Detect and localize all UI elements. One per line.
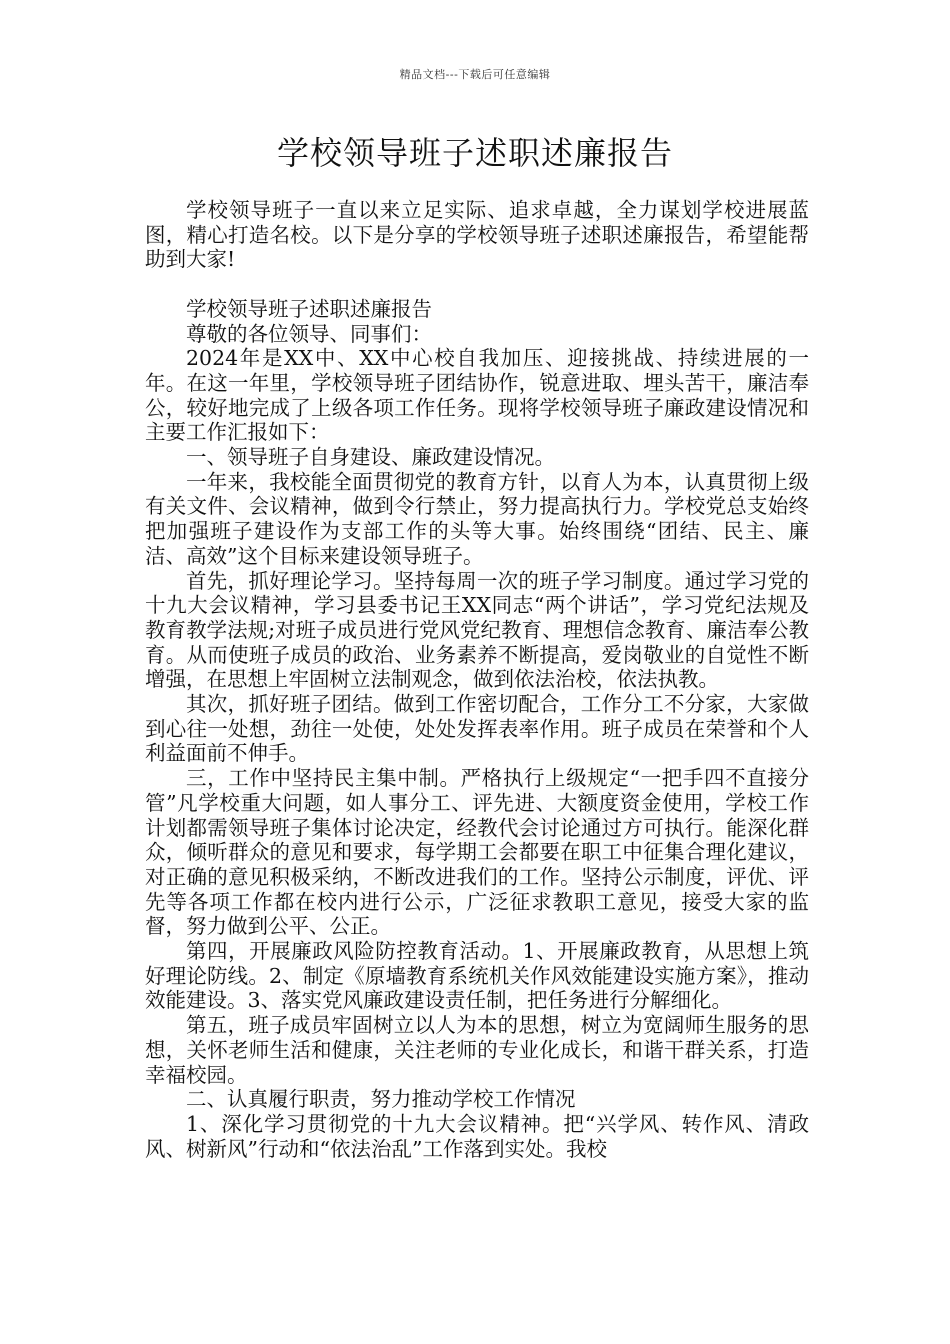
body-paragraph: 首先，抓好理论学习。坚持每周一次的班子学习制度。通过学习党的十九大会议精神，学习县委书记王XX同志“两个讲话”，学习党纪法规及教育教学法规;对班子成员进行党风党纪教育、理想信念教育、廉洁奉公教育。从而使班子成员的政治、业务素养不断提高，爱岗敬业的自觉性不断增强，在思想上牢固树立法制观念，做到依法治校，依法执教。 xyxy=(145,568,809,692)
body-paragraph: 三，工作中坚持民主集中制。严格执行上级规定“一把手四不直接分管”凡学校重大问题，如人事分工、评先进、大额度资金使用，学校工作计划都需领导班子集体讨论决定，经教代会讨论通过方可执行。能深化群众，倾听群众的意见和要求，每学期工会都要在职工中征集合理化建议，对正确的意见积极采纳，不断改进我们的工作。坚持公示制度，评优、评先等各项工作都在校内进行公示，广泛征求教职工意见，接受大家的监督，努力做到公平、公正。 xyxy=(145,766,809,939)
body-paragraph: 第五，班子成员牢固树立以人为本的思想，树立为宽阔师生服务的思想，关怀老师生活和健康，关注老师的专业化成长，和谐干群关系，打造幸福校园。 xyxy=(145,1013,809,1087)
report-subtitle: 学校领导班子述职述廉报告 xyxy=(186,296,432,321)
salutation: 尊敬的各位领导、同事们： xyxy=(186,321,432,346)
section-heading: 二、认真履行职责，努力推动学校工作情况 xyxy=(186,1087,576,1112)
body-paragraph: 其次，抓好班子团结。做到工作密切配合，工作分工不分家，大家做到心往一处想，劲往一处使，处处发挥表率作用。班子成员在荣誉和个人利益面前不伸手。 xyxy=(145,692,809,766)
body-paragraph: 2024年是XX中、XX中心校自我加压、迎接挑战、持续进展的一年。在这一年里，学校领导班子团结协作，锐意进取、埋头苦干，廉洁奉公，较好地完成了上级各项工作任务。现将学校领导班子廉政建设情况和主要工作汇报如下： xyxy=(145,346,809,445)
body-paragraph: 1、深化学习贯彻党的十九大会议精神。把“兴学风、转作风、清政风、树新风”行动和“依法治乱”工作落到实处。我校 xyxy=(145,1112,809,1161)
body-paragraph: 一年来，我校能全面贯彻党的教育方针，以育人为本，认真贯彻上级有关文件、会议精神，做到令行禁止，努力提高执行力。学校党总支始终把加强班子建设作为支部工作的头等大事。始终围绕“团结、民主、廉洁、高效”这个目标来建设领导班子。 xyxy=(145,469,809,568)
section-heading: 一、领导班子自身建设、廉政建设情况。 xyxy=(186,445,555,470)
intro-paragraph: 学校领导班子一直以来立足实际、追求卓越，全力谋划学校进展蓝图，精心打造名校。以下是分享的学校领导班子述职述廉报告，希望能帮助到大家! xyxy=(145,198,809,272)
body-paragraph: 第四，开展廉政风险防控教育活动。1、开展廉政教育，从思想上筑好理论防线。2、制定《原墙教育系统机关作风效能建设实施方案》，推动效能建设。3、落实党风廉政建设责任制，把任务进行分解细化。 xyxy=(145,939,809,1013)
document-title: 学校领导班子述职述廉报告 xyxy=(276,134,673,172)
header-note: 精品文档---下载后可任意编辑 xyxy=(399,68,551,81)
document-body xyxy=(145,198,809,1161)
